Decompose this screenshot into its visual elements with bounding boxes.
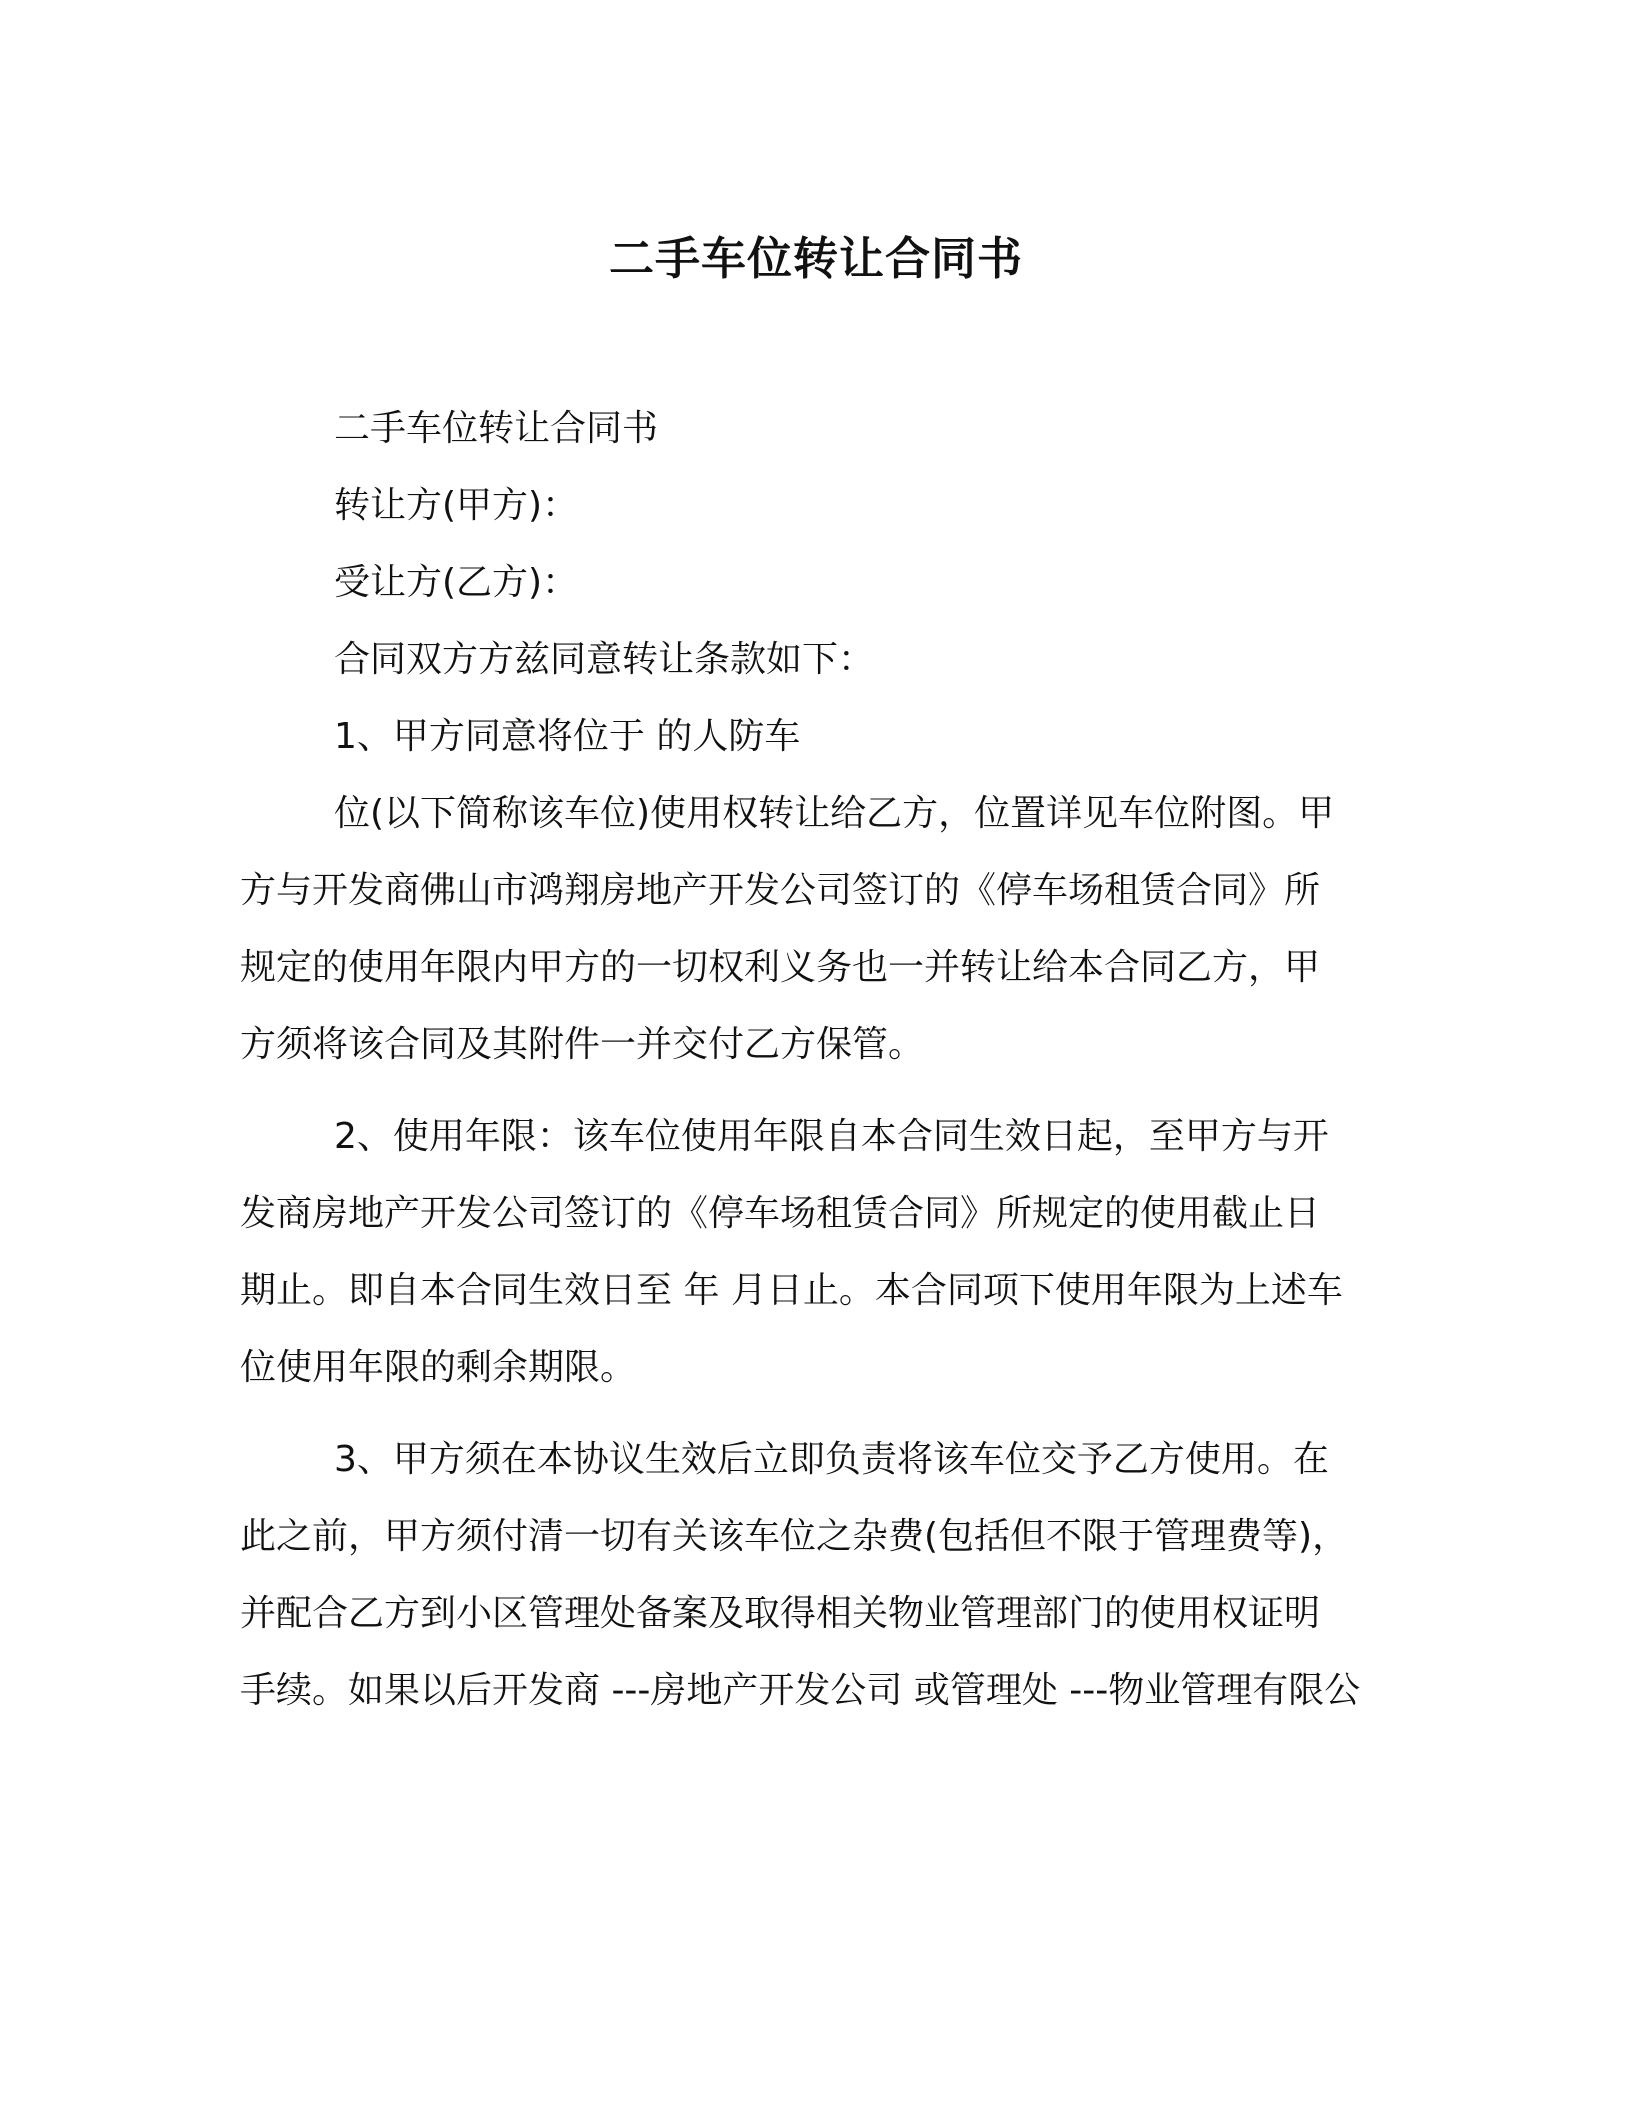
clause1-line: 1、甲方同意将位于 的人防车 [334,716,801,757]
clause1-line: 方须将该合同及其附件一并交付乙方保管。 [240,1024,925,1065]
clause1-line: 方与开发商佛山市鸿翔房地产开发公司签订的《停车场租赁合同》所 [240,870,1321,911]
clause3-line: 手续。如果以后开发商 ---房地产开发公司 或管理处 ---物业管理有限公 [240,1670,1361,1711]
clause3-line: 此之前，甲方须付清一切有关该车位之杂费(包括但不限于管理费等)， [240,1516,1349,1557]
heading-repeat: 二手车位转让合同书 [334,408,659,449]
party-a-line: 转让方(甲方)： [334,485,579,526]
clause3-line: 3、甲方须在本协议生效后立即负责将该车位交予乙方使用。在 [334,1439,1329,1480]
intro-line: 合同双方方兹同意转让条款如下： [334,639,875,680]
party-b-line: 受让方(乙方)： [334,562,579,603]
document-title: 二手车位转让合同书 [608,232,1023,285]
clause1-line: 位(以下简称该车位)使用权转让给乙方，位置详见车位附图。甲 [334,793,1335,834]
clause2-line: 位使用年限的剩余期限。 [240,1347,637,1388]
paragraph-gap [240,1406,1390,1421]
clause2-line: 2、使用年限：该车位使用年限自本合同生效日起，至甲方与开 [334,1116,1329,1157]
clause3-line: 并配合乙方到小区管理处备案及取得相关物业管理部门的使用权证明 [240,1593,1321,1634]
paragraph-gap [240,1083,1390,1098]
clause2-line: 发商房地产开发公司签订的《停车场租赁合同》所规定的使用截止日 [240,1193,1321,1234]
document-body [240,390,1390,1729]
clause1-line: 规定的使用年限内甲方的一切权利义务也一并转让给本合同乙方，甲 [240,947,1321,988]
clause2-line: 期止。即自本合同生效日至 年 月日止。本合同项下使用年限为上述车 [240,1270,1343,1311]
